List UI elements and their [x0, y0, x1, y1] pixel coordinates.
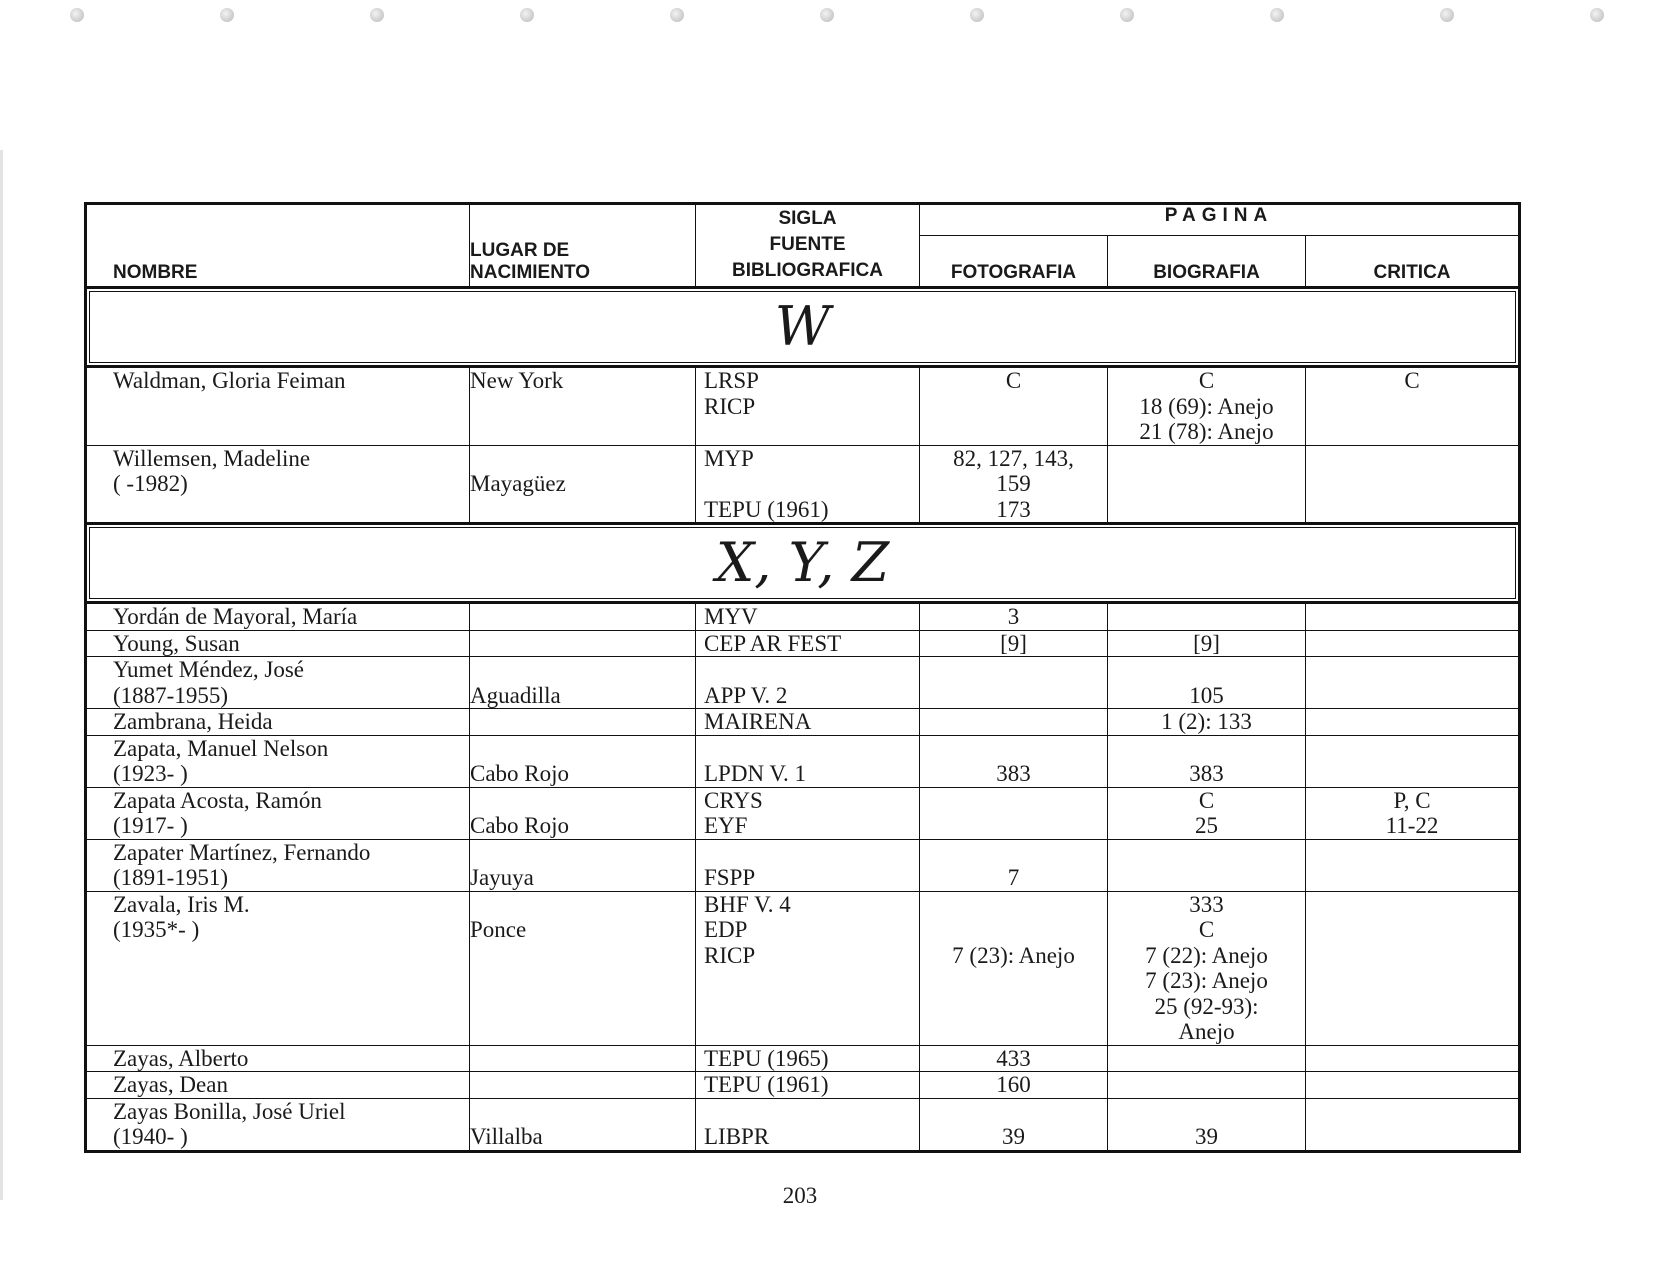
cell-nombre-line: (1887-1955) [113, 682, 228, 708]
cell-fotografia [920, 603, 1108, 631]
cell-biografia-line: 1 (2): 133 [1161, 709, 1252, 734]
cell-sigla-line [704, 1099, 919, 1125]
header-fotografia: FOTOGRAFIA [920, 236, 1108, 288]
cell-critica [1306, 1045, 1520, 1072]
table-row [86, 1072, 1520, 1099]
header-sigla-line: BIBLIOGRAFICA [732, 260, 883, 281]
cell-biografia-line: C [1198, 787, 1215, 813]
cell-biografia-line: 25 [1195, 813, 1218, 838]
cell-lugar-line: New York [470, 368, 564, 393]
cell-nombre-line: (1935*- ) [113, 917, 200, 942]
cell-nombre-line: ( -1982) [113, 471, 188, 496]
cell-nombre [86, 1098, 470, 1151]
cell-lugar-line [470, 840, 695, 866]
cell-sigla-line: LIBPR [704, 1124, 770, 1149]
cell-fotografia-line: 82, 127, 143, [953, 445, 1074, 471]
cell-critica [1306, 735, 1520, 787]
cell-sigla [696, 709, 920, 736]
cell-fotografia [920, 787, 1108, 839]
header-sigla-line: FUENTE [769, 234, 846, 255]
header-lugar-line: LUGAR DE [470, 240, 570, 261]
cell-nombre [86, 891, 470, 1045]
cell-fotografia-line [920, 736, 1107, 762]
cell-sigla-line: BHF V. 4 [704, 891, 791, 917]
cell-biografia-line: 39 [1195, 1124, 1218, 1149]
cell-fotografia [920, 839, 1108, 891]
cell-sigla-line [704, 471, 919, 497]
header-sigla [696, 204, 920, 288]
table-row [86, 367, 1520, 446]
cell-fotografia-line [920, 917, 1107, 943]
cell-sigla [696, 445, 920, 524]
cell-biografia-line: 333 [1189, 891, 1224, 917]
cell-sigla [696, 891, 920, 1045]
cell-nombre-line: Waldman, Gloria Feiman [113, 368, 346, 393]
cell-nombre [86, 735, 470, 787]
cell-sigla-line: TEPU (1961) [704, 496, 829, 522]
cell-lugar [470, 787, 696, 839]
cell-fotografia-line [920, 840, 1107, 866]
binder-hole [1590, 8, 1604, 22]
cell-sigla-line [704, 657, 919, 683]
cell-lugar [470, 709, 696, 736]
cell-fotografia-line: 39 [1002, 1124, 1025, 1149]
cell-nombre [86, 367, 470, 446]
cell-critica [1306, 891, 1520, 1045]
header-biografia: BIOGRAFIA [1108, 236, 1306, 288]
cell-nombre-line: (1940- ) [113, 1124, 188, 1149]
header-nombre: NOMBRE [86, 204, 470, 288]
cell-lugar-line: Mayagüez [470, 471, 566, 496]
cell-lugar [470, 1045, 696, 1072]
cell-lugar-line [470, 892, 695, 918]
cell-critica [1306, 657, 1520, 709]
binder-hole [1270, 8, 1284, 22]
cell-sigla-line: LPDN V. 1 [704, 761, 807, 786]
cell-fotografia [920, 1045, 1108, 1072]
cell-fotografia-line: C [1005, 368, 1022, 393]
cell-critica [1306, 367, 1520, 446]
cell-lugar [470, 839, 696, 891]
cell-sigla-line [704, 736, 919, 762]
cell-fotografia-line: 173 [996, 496, 1031, 522]
cell-biografia [1108, 891, 1306, 1045]
cell-fotografia [920, 630, 1108, 657]
table-body [86, 288, 1520, 1152]
cell-lugar [470, 630, 696, 657]
cell-lugar-line: Cabo Rojo [470, 813, 570, 838]
cell-sigla [696, 787, 920, 839]
cell-critica [1306, 1098, 1520, 1151]
cell-nombre [86, 709, 470, 736]
section-letter-row [86, 524, 1520, 603]
cell-biografia [1108, 657, 1306, 709]
cell-sigla-line: RICP [704, 393, 756, 419]
table-row [86, 891, 1520, 1045]
cell-fotografia-line [920, 892, 1107, 918]
cell-fotografia-line: 7 [1007, 865, 1020, 890]
cell-biografia-line: C [1198, 917, 1215, 942]
cell-nombre-line: Zayas, Dean [113, 1072, 228, 1097]
cell-sigla-line: TEPU (1965) [704, 1045, 829, 1071]
cell-lugar [470, 1098, 696, 1151]
cell-fotografia [920, 1072, 1108, 1099]
binder-hole [670, 8, 684, 22]
cell-fotografia-line: 433 [996, 1045, 1031, 1071]
cell-sigla [696, 367, 920, 446]
cell-sigla-line: FSPP [704, 865, 756, 890]
cell-nombre [86, 630, 470, 657]
cell-sigla [696, 1098, 920, 1151]
cell-biografia-line: 383 [1189, 761, 1224, 786]
cell-lugar [470, 657, 696, 709]
cell-sigla-line: EDP [704, 917, 748, 942]
cell-fotografia [920, 735, 1108, 787]
cell-fotografia-line: 160 [996, 1072, 1031, 1097]
table-row [86, 709, 1520, 736]
cell-sigla-line: EYF [704, 813, 748, 838]
cell-sigla-line [704, 840, 919, 866]
cell-fotografia-line: 3 [1007, 604, 1020, 629]
cell-sigla [696, 839, 920, 891]
cell-lugar [470, 1072, 696, 1099]
cell-lugar [470, 891, 696, 1045]
cell-biografia [1108, 839, 1306, 891]
cell-nombre [86, 603, 470, 631]
cell-critica [1306, 445, 1520, 524]
cell-biografia [1108, 367, 1306, 446]
cell-fotografia-line: [9] [1000, 630, 1027, 656]
cell-lugar-line [470, 1099, 695, 1125]
header-critica: CRITICA [1306, 236, 1520, 288]
table-row [86, 787, 1520, 839]
cell-sigla [696, 630, 920, 657]
section-letter: W [86, 288, 1520, 367]
cell-sigla-line: CEP AR FEST [704, 630, 842, 656]
cell-sigla [696, 1072, 920, 1099]
cell-sigla-line: RICP [704, 942, 756, 968]
binder-hole [370, 8, 384, 22]
cell-nombre-line: Zayas Bonilla, José Uriel [113, 1098, 346, 1124]
cell-sigla [696, 657, 920, 709]
cell-fotografia-line: 383 [996, 761, 1031, 786]
cell-lugar [470, 367, 696, 446]
cell-lugar-line [470, 788, 695, 814]
cell-critica [1306, 630, 1520, 657]
table-row [86, 603, 1520, 631]
cell-biografia-line: Anejo [1178, 1019, 1235, 1044]
table-row [86, 735, 1520, 787]
cell-lugar [470, 735, 696, 787]
bibliography-table [84, 202, 1521, 1153]
binder-holes [60, 0, 1620, 34]
cell-nombre-line: Yordán de Mayoral, María [113, 604, 358, 629]
section-letter-row [86, 288, 1520, 367]
cell-nombre-line: Zavala, Iris M. [113, 891, 250, 917]
cell-fotografia-line [920, 1099, 1107, 1125]
cell-lugar-line: Villalba [470, 1124, 543, 1149]
cell-biografia-line: 18 (69): Anejo [1139, 393, 1274, 419]
cell-biografia [1108, 1045, 1306, 1072]
cell-fotografia [920, 445, 1108, 524]
header-lugar-line: NACIMIENTO [470, 262, 590, 283]
cell-lugar-line: Aguadilla [470, 682, 561, 708]
cell-biografia [1108, 1098, 1306, 1151]
cell-fotografia [920, 657, 1108, 709]
cell-nombre-line: Young, Susan [113, 630, 240, 656]
table-row [86, 445, 1520, 524]
cell-critica-line: C [1404, 368, 1420, 393]
cell-biografia [1108, 735, 1306, 787]
binder-hole [970, 8, 984, 22]
cell-critica [1306, 709, 1520, 736]
cell-nombre-line: Zayas, Alberto [113, 1045, 249, 1071]
cell-biografia [1108, 445, 1306, 524]
cell-nombre-line: Zambrana, Heida [113, 709, 273, 734]
cell-critica-line: 11-22 [1385, 813, 1439, 838]
cell-sigla [696, 1045, 920, 1072]
cell-nombre [86, 839, 470, 891]
cell-sigla-line: MYV [704, 604, 758, 629]
cell-lugar-line [470, 657, 695, 683]
table-row [86, 839, 1520, 891]
cell-biografia [1108, 787, 1306, 839]
table-row [86, 1098, 1520, 1151]
cell-sigla-line: APP V. 2 [704, 682, 788, 708]
cell-biografia-line [1108, 1099, 1305, 1125]
cell-lugar-line: Cabo Rojo [470, 761, 570, 786]
cell-fotografia [920, 709, 1108, 736]
cell-sigla-line: LRSP [704, 368, 759, 393]
binder-hole [820, 8, 834, 22]
cell-sigla [696, 603, 920, 631]
table-row [86, 1045, 1520, 1072]
binder-hole [220, 8, 234, 22]
cell-lugar-line: Ponce [470, 917, 527, 942]
cell-nombre-line: (1923- ) [113, 761, 188, 786]
cell-biografia-line: 7 (23): Anejo [1145, 968, 1268, 993]
header-sigla-line: SIGLA [778, 208, 837, 229]
cell-fotografia-line: 159 [996, 471, 1031, 496]
cell-biografia [1108, 603, 1306, 631]
cell-biografia-line [1108, 657, 1305, 683]
cell-biografia-line: C [1198, 368, 1215, 393]
page-number: 203 [782, 1183, 818, 1208]
cell-fotografia [920, 367, 1108, 446]
cell-critica [1306, 787, 1520, 839]
cell-critica [1306, 839, 1520, 891]
cell-nombre [86, 445, 470, 524]
cell-biografia [1108, 1072, 1306, 1099]
cell-lugar [470, 445, 696, 524]
cell-fotografia [920, 891, 1108, 1045]
binder-hole [520, 8, 534, 22]
cell-lugar-line: Jayuya [470, 865, 534, 890]
cell-critica [1306, 603, 1520, 631]
cell-nombre-line: Yumet Méndez, José [113, 657, 304, 682]
cell-sigla-line: CRYS [704, 787, 763, 813]
cell-nombre-line: (1891-1951) [113, 865, 228, 890]
page-edge [0, 150, 3, 1200]
cell-nombre-line: Zapater Martínez, Fernando [113, 839, 371, 865]
cell-sigla [696, 735, 920, 787]
header-pagina: PAGINA [920, 204, 1520, 236]
cell-nombre-line: Zapata, Manuel Nelson [113, 735, 329, 761]
cell-biografia-line: 7 (22): Anejo [1145, 942, 1268, 968]
cell-biografia [1108, 709, 1306, 736]
cell-biografia-line: [9] [1193, 630, 1220, 656]
cell-biografia [1108, 630, 1306, 657]
cell-sigla-line: MAIRENA [704, 709, 812, 734]
binder-hole [70, 8, 84, 22]
cell-nombre [86, 657, 470, 709]
table-row [86, 630, 1520, 657]
cell-nombre [86, 1045, 470, 1072]
cell-nombre [86, 787, 470, 839]
cell-critica [1306, 1072, 1520, 1099]
binder-hole [1440, 8, 1454, 22]
cell-biografia-line: 105 [1189, 682, 1224, 708]
cell-biografia-line: 21 (78): Anejo [1139, 419, 1274, 444]
cell-biografia-line [1108, 736, 1305, 762]
cell-sigla-line: TEPU (1961) [704, 1072, 829, 1097]
cell-lugar [470, 603, 696, 631]
cell-fotografia-line: 7 (23): Anejo [952, 942, 1075, 968]
cell-biografia-line: 25 (92-93): [1154, 993, 1259, 1019]
header-lugar [470, 204, 696, 288]
cell-nombre [86, 1072, 470, 1099]
cell-critica-line: P, C [1393, 787, 1431, 813]
table-row [86, 657, 1520, 709]
binder-hole [1120, 8, 1134, 22]
cell-lugar-line [470, 446, 695, 472]
cell-sigla-line: MYP [704, 445, 754, 471]
cell-lugar-line [470, 736, 695, 762]
cell-nombre-line: (1917- ) [113, 813, 188, 838]
cell-nombre-line: Zapata Acosta, Ramón [113, 787, 322, 813]
cell-nombre-line: Willemsen, Madeline [113, 445, 311, 471]
cell-fotografia [920, 1098, 1108, 1151]
section-letter: X, Y, Z [86, 524, 1520, 603]
